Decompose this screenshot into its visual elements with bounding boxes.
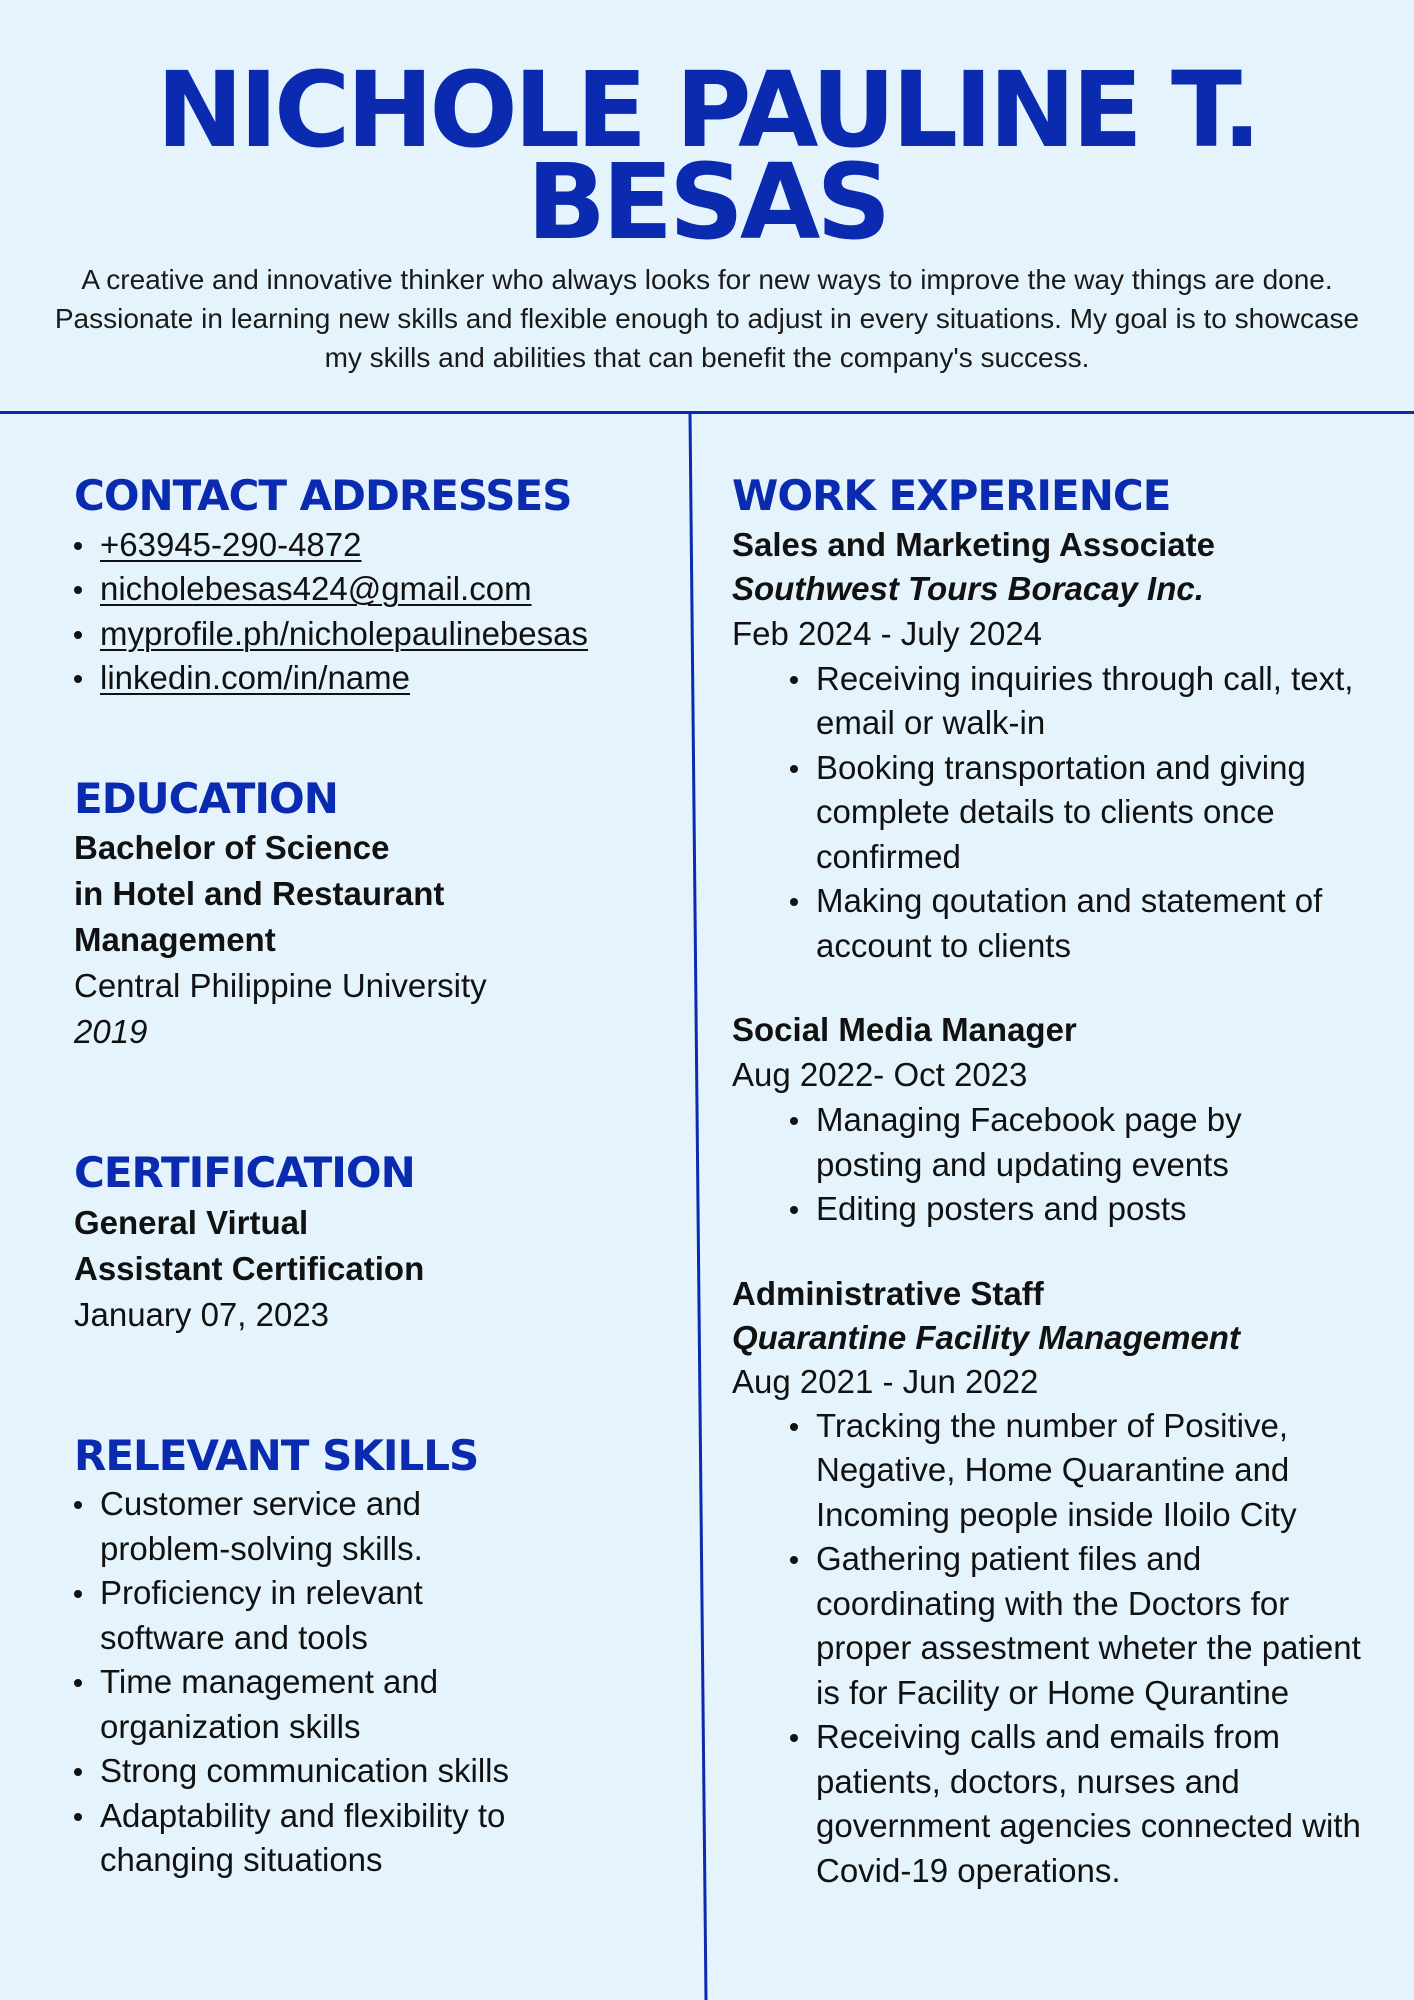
degree-line-3: Management bbox=[74, 921, 276, 958]
skill-item bbox=[74, 1660, 530, 1749]
bullet-icon bbox=[74, 1813, 82, 1821]
certification-name-line-1: General Virtual bbox=[74, 1203, 309, 1241]
job-duty bbox=[790, 1537, 1376, 1715]
duty-text: Making qoutation and statement of account to clients bbox=[816, 882, 1323, 964]
skill-item bbox=[74, 1749, 660, 1794]
job-entry bbox=[732, 1008, 1392, 1232]
right-column bbox=[732, 470, 1392, 1921]
job-dates: Aug 2022- Oct 2023 bbox=[732, 1056, 1028, 1093]
skill-text: Customer service and problem-solving skills. bbox=[100, 1485, 423, 1567]
certification-title: CERTIFICATION bbox=[74, 1148, 415, 1197]
degree-line-2: in Hotel and Restaurant bbox=[74, 875, 445, 912]
skill-item bbox=[74, 1482, 530, 1571]
bullet-icon bbox=[790, 1206, 798, 1214]
bullet-icon bbox=[790, 1117, 798, 1125]
profile-link[interactable]: myprofile.ph/nicholepaulinebesas bbox=[100, 614, 588, 652]
certification-name-line-2: Assistant Certification bbox=[74, 1249, 425, 1287]
education-title: EDUCATION bbox=[74, 773, 338, 823]
left-column bbox=[74, 470, 674, 1883]
bullet-icon bbox=[790, 1734, 798, 1742]
phone-link[interactable]: +63945-290-4872 bbox=[100, 525, 362, 563]
contact-section bbox=[74, 470, 674, 701]
bullet-icon bbox=[74, 586, 82, 594]
profile-summary: A creative and innovative thinker who always looks for new ways to improve the way things are done. Passionate in learning new skills and flexible enough to adjust in every situations. My goal is to showcase my skills and abilities that can benefit the company's success. bbox=[54, 264, 1360, 373]
bullet-icon bbox=[74, 1590, 82, 1598]
skill-text: Adaptability and flexibility to changing situations bbox=[100, 1796, 506, 1878]
duty-text: Gathering patient files and coordinating with the Doctors for proper assestment wheter the patient is for Facility or Home Qurantine bbox=[816, 1540, 1361, 1711]
candidate-name-line-2: BESAS bbox=[526, 141, 888, 263]
certification-date: January 07, 2023 bbox=[74, 1295, 330, 1333]
skill-item bbox=[74, 1571, 530, 1660]
work-title: WORK EXPERIENCE bbox=[732, 471, 1171, 520]
bullet-icon bbox=[790, 898, 798, 906]
bullet-icon bbox=[74, 1501, 82, 1509]
skill-text: Time management and organization skills bbox=[100, 1663, 439, 1745]
contact-phone bbox=[74, 523, 674, 568]
job-entry bbox=[732, 1272, 1392, 1894]
skills-section bbox=[74, 1430, 674, 1883]
linkedin-link[interactable]: linkedin.com/in/name bbox=[100, 659, 410, 696]
duty-text: Managing Facebook page by posting and updating events bbox=[816, 1101, 1242, 1183]
duty-text: Receiving inquiries through call, text, email or walk-in bbox=[816, 659, 1354, 741]
job-role: Sales and Marketing Associate bbox=[732, 525, 1215, 563]
bullet-icon bbox=[790, 676, 798, 684]
bullet-icon bbox=[790, 1556, 798, 1564]
job-duty bbox=[790, 1187, 1376, 1232]
duty-text: Receiving calls and emails from patients, doctors, nurses and government agencies connected with Covid-19 operations. bbox=[816, 1718, 1361, 1889]
bullet-icon bbox=[790, 765, 798, 773]
contact-linkedin bbox=[74, 656, 674, 701]
bullet-icon bbox=[74, 1768, 82, 1776]
skill-text: Proficiency in relevant software and tools bbox=[100, 1574, 423, 1656]
certification-section bbox=[74, 1147, 674, 1338]
skills-title: RELEVANT SKILLS bbox=[74, 1430, 479, 1480]
bullet-icon bbox=[790, 1423, 798, 1431]
job-dates: Aug 2021 - Jun 2022 bbox=[732, 1362, 1039, 1400]
job-role: Administrative Staff bbox=[732, 1274, 1044, 1312]
graduation-year: 2019 bbox=[74, 1013, 148, 1050]
duty-text: Editing posters and posts bbox=[816, 1190, 1187, 1227]
job-company: Southwest Tours Boracay Inc. bbox=[732, 569, 1204, 607]
job-duty bbox=[790, 1098, 1336, 1187]
contact-email bbox=[74, 567, 674, 612]
bullet-icon bbox=[74, 542, 82, 550]
job-entry bbox=[732, 523, 1392, 969]
duty-text: Booking transportation and giving complete details to clients once confirmed bbox=[816, 748, 1306, 875]
skill-item bbox=[74, 1794, 600, 1883]
job-company: Quarantine Facility Management bbox=[732, 1318, 1240, 1356]
degree-line-1: Bachelor of Science bbox=[74, 829, 390, 866]
duty-text: Tracking the number of Positive, Negative, Home Quarantine and Incoming people inside Iloilo City bbox=[816, 1406, 1297, 1533]
education-section bbox=[74, 773, 674, 1056]
job-duty bbox=[790, 746, 1376, 880]
candidate-name-line-1: NICHOLE PAULINE T. bbox=[156, 49, 1258, 171]
job-dates: Feb 2024 - July 2024 bbox=[732, 614, 1043, 652]
job-duty bbox=[790, 1715, 1376, 1893]
job-duty bbox=[790, 657, 1396, 746]
school-name: Central Philippine University bbox=[74, 967, 487, 1004]
job-role: Social Media Manager bbox=[732, 1011, 1077, 1048]
bullet-icon bbox=[74, 631, 82, 639]
contact-profile bbox=[74, 612, 674, 657]
bullet-icon bbox=[74, 675, 82, 683]
bullet-icon bbox=[74, 1679, 82, 1687]
contact-title: CONTACT ADDRESSES bbox=[74, 471, 572, 520]
email-link[interactable]: nicholebesas424@gmail.com bbox=[100, 570, 532, 607]
skill-text: Strong communication skills bbox=[100, 1752, 509, 1789]
job-duty bbox=[790, 879, 1376, 968]
job-duty bbox=[790, 1404, 1396, 1538]
